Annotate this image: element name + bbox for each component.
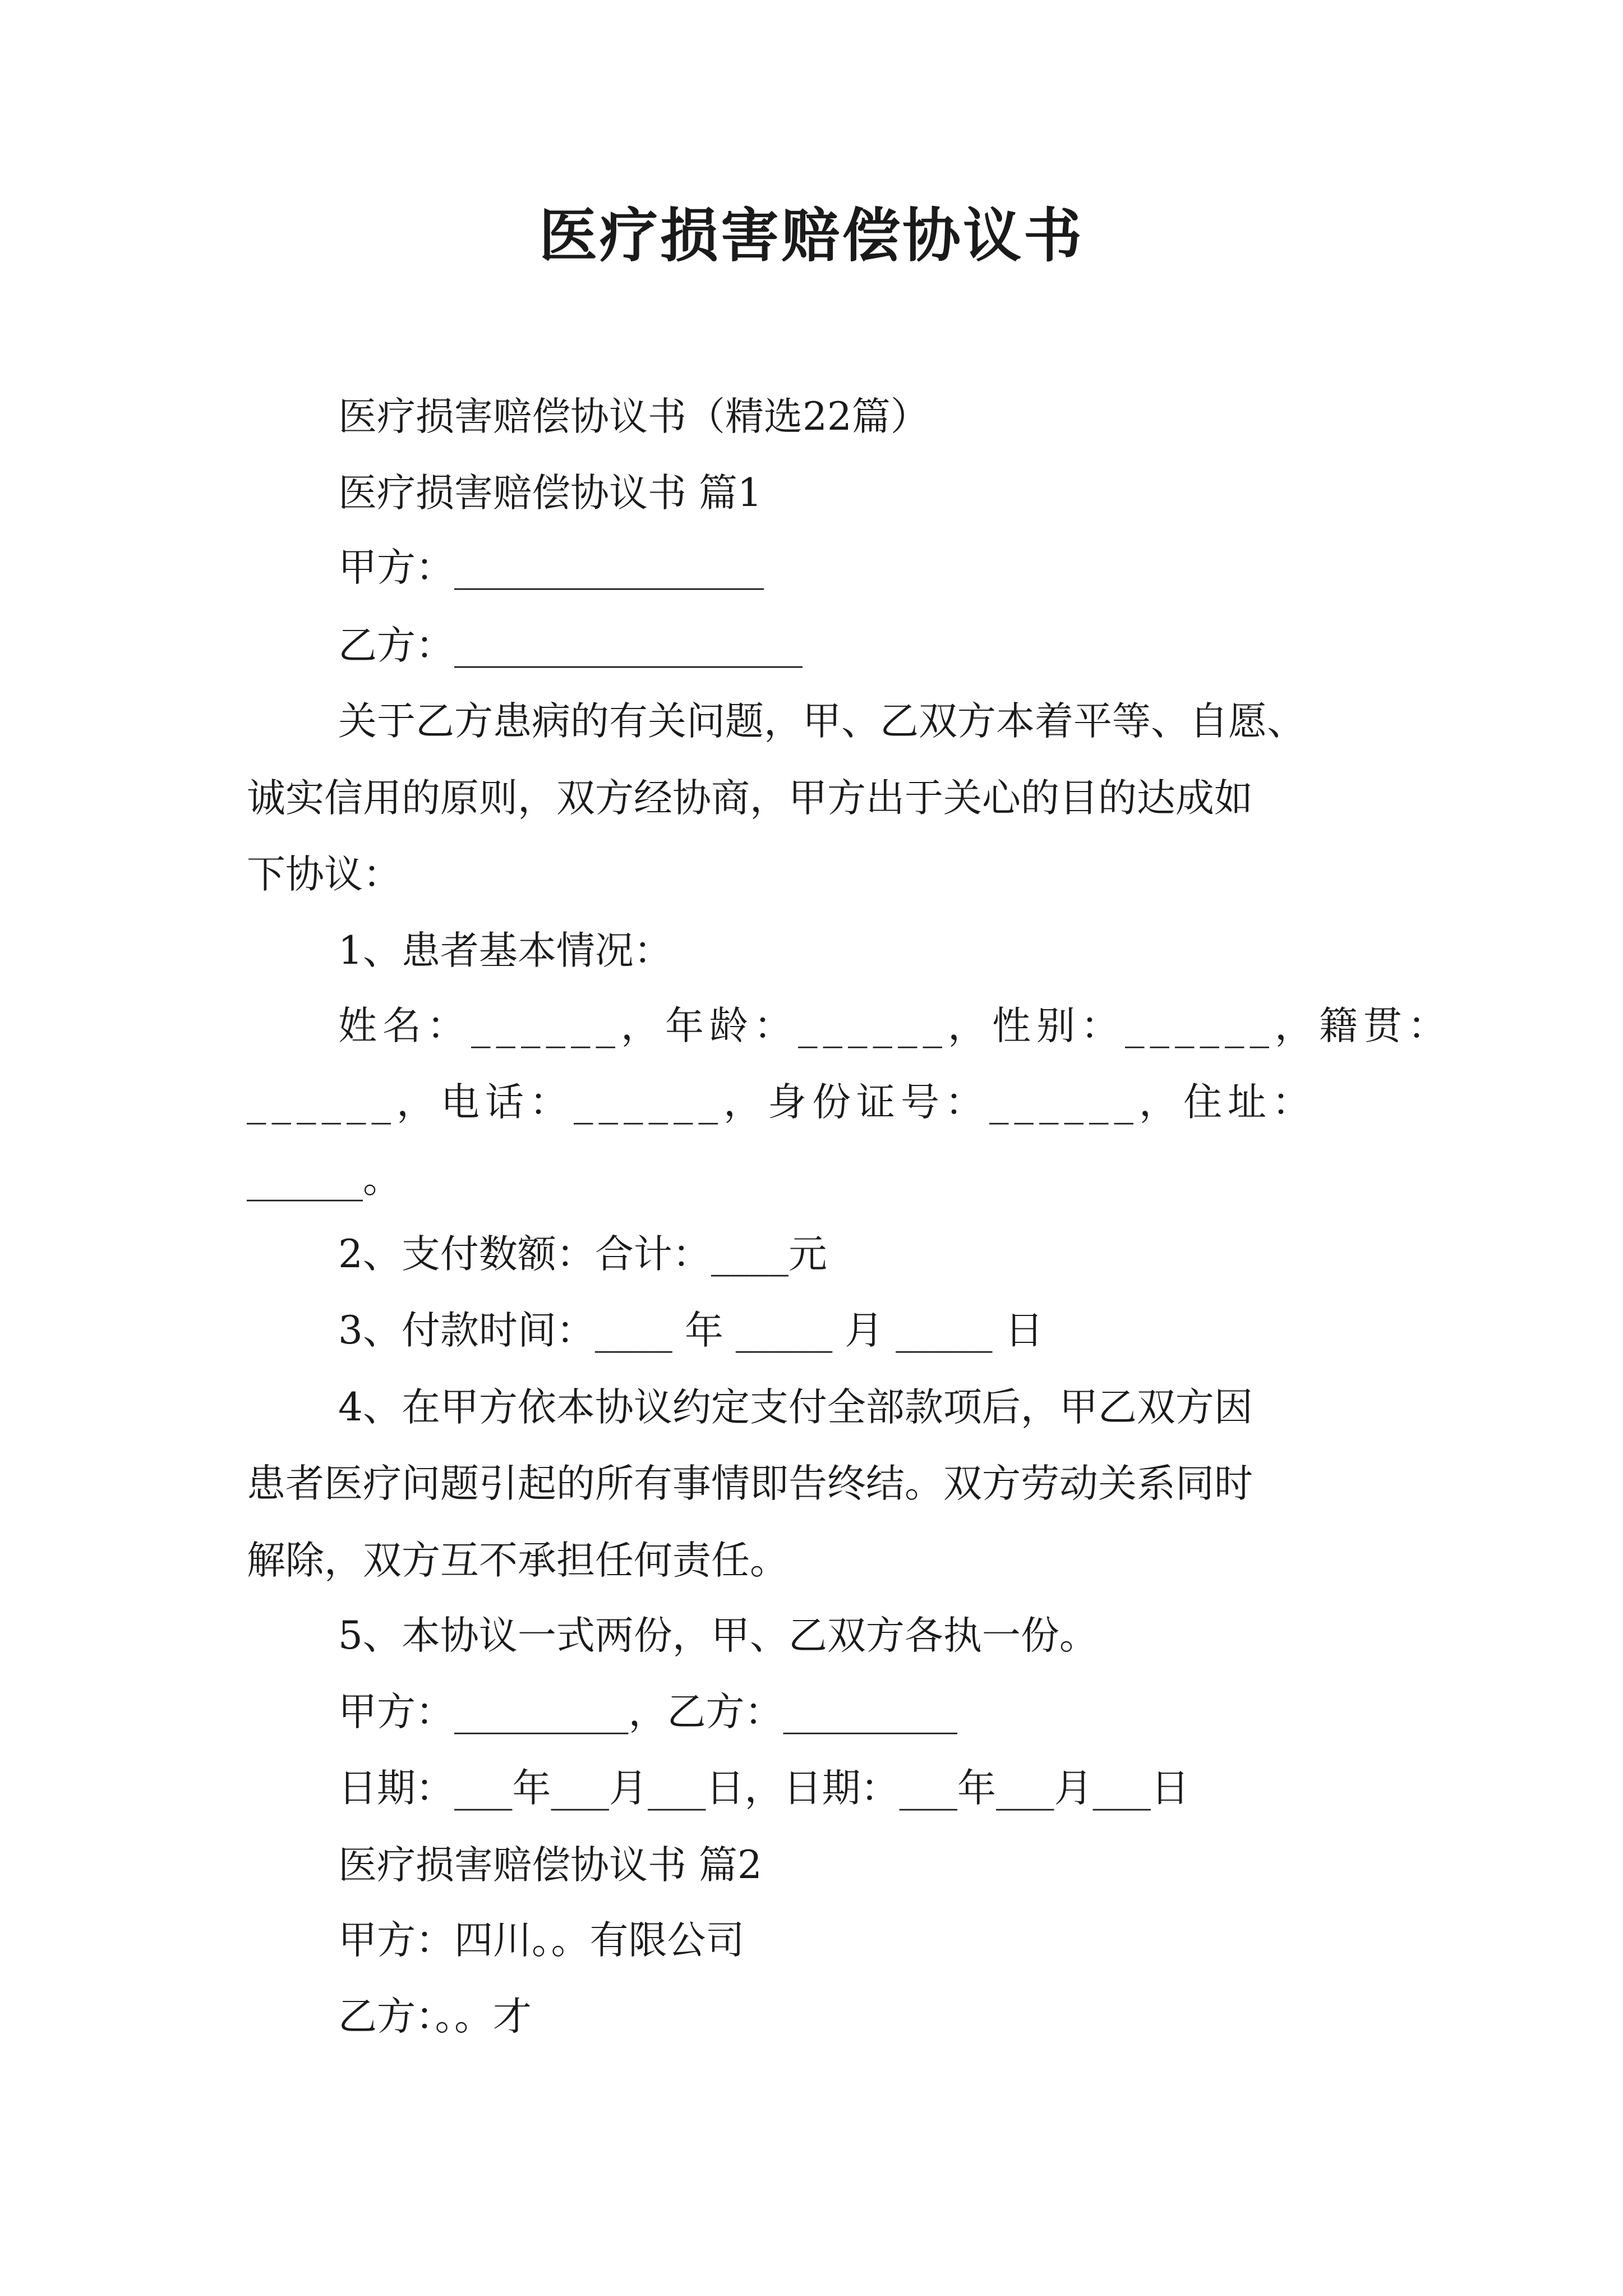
form-line: 姓名：______，年龄：______，性别：______，籍贯： (338, 1004, 1452, 1048)
section-heading: 医疗损害赔偿协议书 篇2 (338, 1843, 762, 1888)
party-a-line: 甲方：________________ (338, 545, 764, 590)
party-b-line: 乙方：__________________ (338, 623, 803, 668)
party-a-line: 甲方：四川。。有限公司 (338, 1918, 745, 1963)
section-heading: 医疗损害赔偿协议书 篇1 (338, 471, 762, 516)
clause-line: 2、支付数额：合计：____元 (338, 1232, 827, 1277)
clause-line: 4、在甲方依本协议约定支付全部款项后，甲乙双方因 (338, 1385, 1253, 1430)
clause-line: 3、付款时间：____ 年 _____ 月 _____ 日 (338, 1308, 1044, 1353)
party-b-line: 乙方：。。才 (338, 1994, 532, 2039)
paragraph-line: 解除，双方互不承担任何责任。 (247, 1538, 789, 1583)
form-line: ______，电话：______，身份证号：______，住址： (247, 1080, 1316, 1125)
date-line: 日期：___年___月___日，日期：___年___月___日 (338, 1766, 1189, 1811)
paragraph-line: 诚实信用的原则，双方经协商，甲方出于关心的目的达成如 (247, 776, 1253, 821)
signature-line: 甲方：_________，乙方：_________ (338, 1690, 957, 1734)
paragraph-line: 关于乙方患病的有关问题，甲、乙双方本着平等、自愿、 (338, 699, 1306, 744)
form-line: ______。 (247, 1157, 402, 1202)
subtitle-line: 医疗损害赔偿协议书（精选22篇） (338, 394, 929, 439)
paragraph-line: 患者医疗问题引起的所有事情即告终结。双方劳动关系同时 (247, 1461, 1253, 1506)
clause-heading: 1、患者基本情况： (338, 928, 672, 973)
paragraph-line: 下协议： (247, 852, 402, 897)
clause-line: 5、本协议一式两份，甲、乙双方各执一份。 (338, 1613, 1098, 1658)
document-title: 医疗损害赔偿协议书 (538, 201, 1084, 270)
